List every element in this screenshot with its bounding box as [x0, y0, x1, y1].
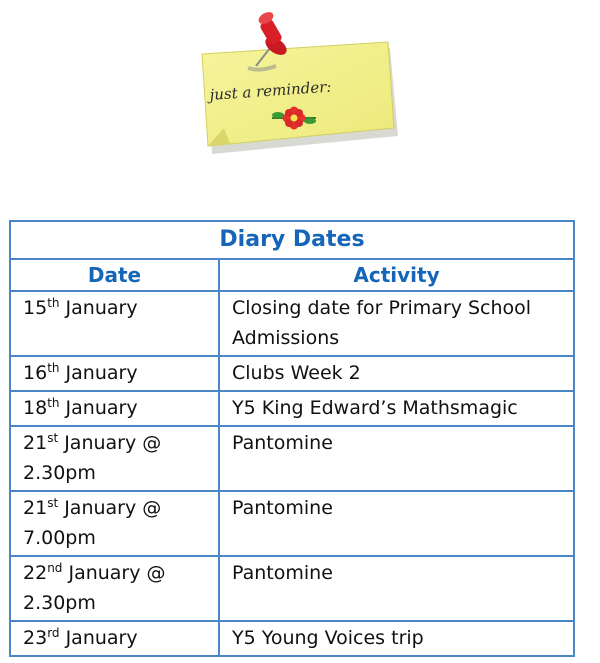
diary-rows — [10, 291, 574, 656]
diary-dates-table — [9, 220, 575, 657]
table-row — [10, 356, 574, 391]
table-row — [10, 491, 574, 556]
sticky-note-graphic — [190, 8, 410, 168]
date-rest: January @ 2.30pm — [23, 432, 162, 484]
activity-cell: Closing date for Primary School Admissions — [219, 291, 574, 356]
date-cell — [10, 391, 219, 426]
activity-cell: Pantomine — [219, 556, 574, 621]
date-rest: January — [59, 362, 138, 384]
date-day: 16 — [23, 362, 48, 384]
table-title: Diary Dates — [10, 221, 574, 259]
date-cell — [10, 356, 219, 391]
activity-cell: Pantomine — [219, 426, 574, 491]
date-ordinal-suffix: st — [47, 496, 59, 510]
date-day: 22 — [23, 562, 48, 584]
column-header-date: Date — [10, 259, 219, 291]
activity-cell: Y5 King Edward’s Mathsmagic — [219, 391, 574, 426]
date-day: 21 — [23, 497, 48, 519]
activity-cell: Y5 Young Voices trip — [219, 621, 574, 656]
date-cell — [10, 291, 219, 356]
table-row — [10, 621, 574, 656]
date-rest: January — [59, 627, 138, 649]
date-ordinal-suffix: rd — [47, 626, 60, 640]
date-rest: January — [59, 297, 138, 319]
table-row — [10, 556, 574, 621]
reminder-text: just a reminder: — [209, 77, 332, 104]
table-row — [10, 291, 574, 356]
date-ordinal-suffix: th — [47, 296, 60, 310]
table-row — [10, 391, 574, 426]
date-rest: January @ 7.00pm — [23, 497, 162, 549]
column-header-activity: Activity — [219, 259, 574, 291]
reminder-note-image — [190, 8, 410, 168]
date-ordinal-suffix: nd — [47, 561, 63, 575]
date-ordinal-suffix: th — [47, 396, 60, 410]
date-day: 21 — [23, 432, 48, 454]
date-rest: January @ 2.30pm — [23, 562, 166, 614]
date-cell — [10, 621, 219, 656]
date-day: 23 — [23, 627, 48, 649]
date-day: 18 — [23, 397, 48, 419]
activity-cell: Clubs Week 2 — [219, 356, 574, 391]
date-ordinal-suffix: th — [47, 361, 60, 375]
date-cell — [10, 556, 219, 621]
date-day: 15 — [23, 297, 48, 319]
date-rest: January — [59, 397, 138, 419]
activity-cell: Pantomine — [219, 491, 574, 556]
date-cell — [10, 426, 219, 491]
date-cell — [10, 491, 219, 556]
date-ordinal-suffix: st — [47, 431, 59, 445]
table-row — [10, 426, 574, 491]
